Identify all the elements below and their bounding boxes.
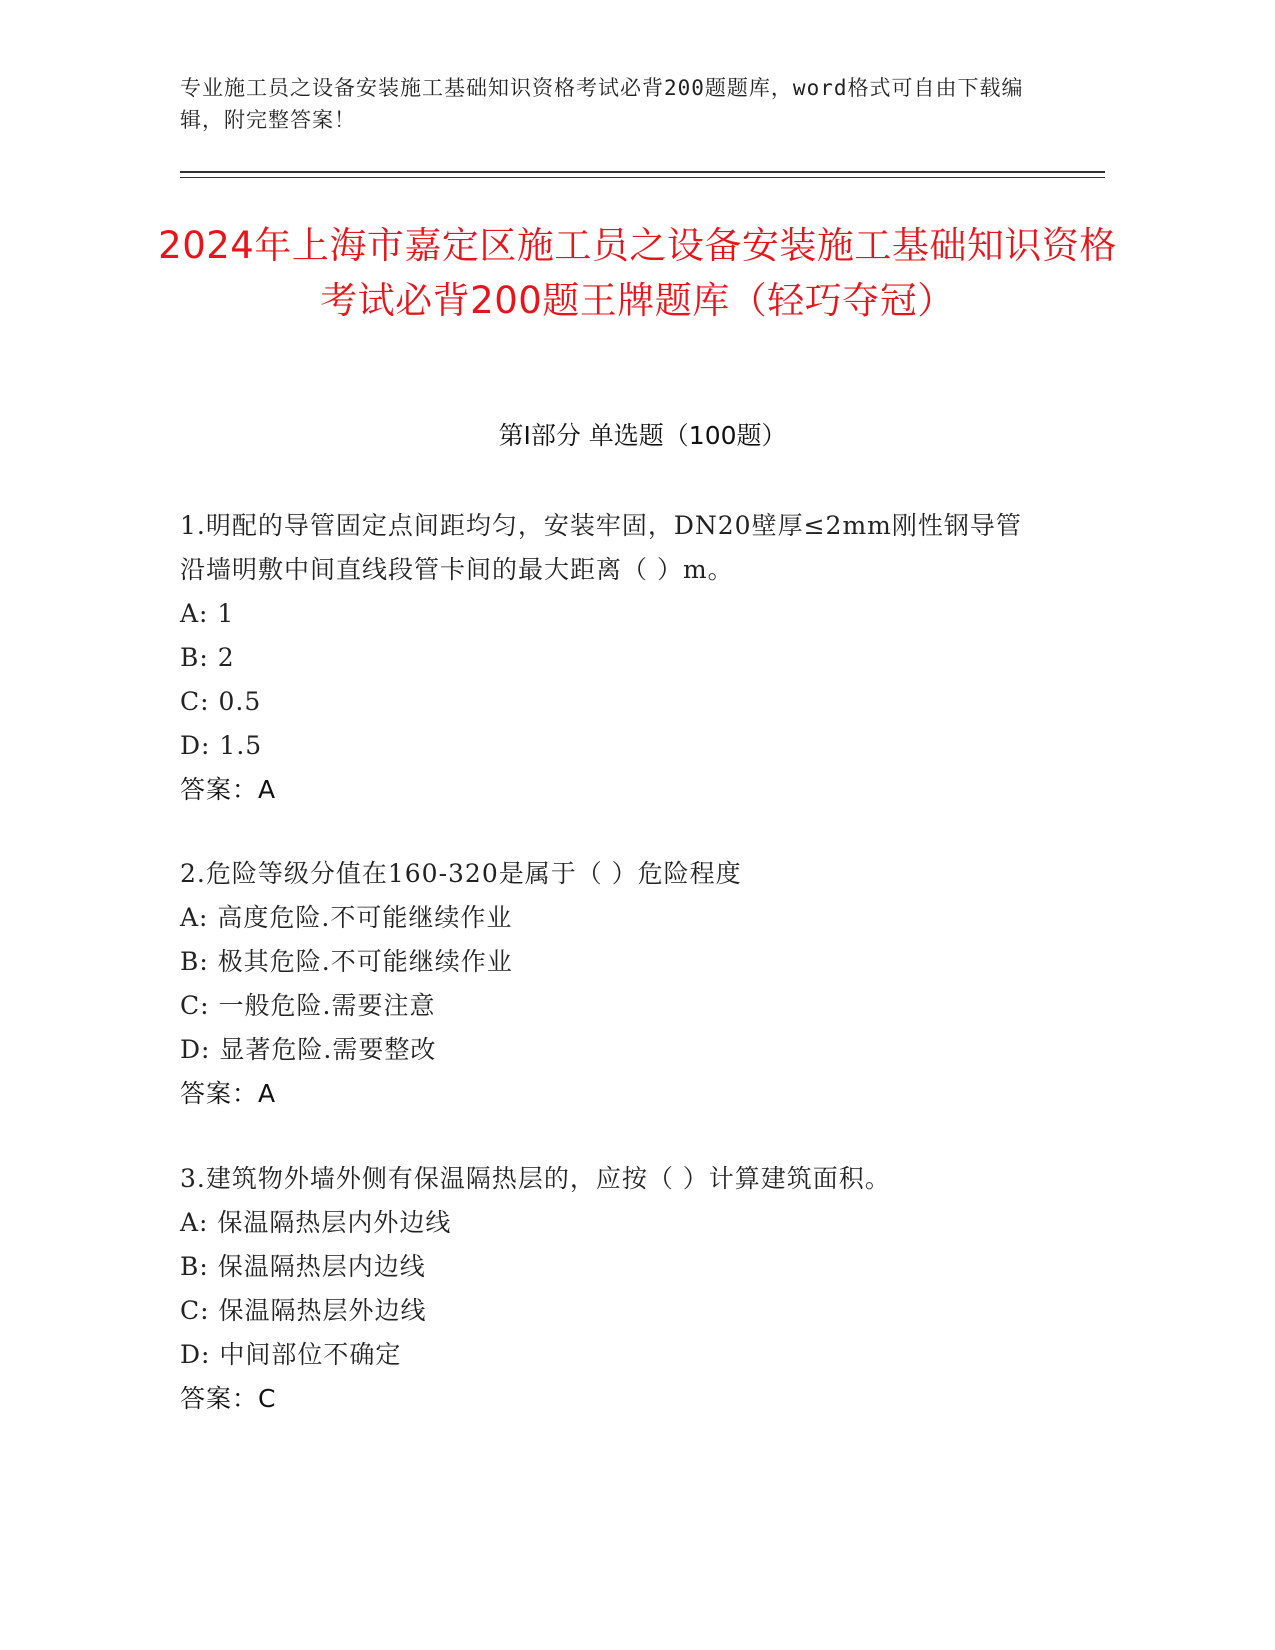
- option-a: A: 保温隔热层内外边线: [180, 1208, 452, 1237]
- question-stem: 2.危险等级分值在160-320是属于（ ）危险程度: [180, 859, 742, 888]
- question-block: [180, 852, 1040, 1116]
- option-a: A: 1: [180, 599, 235, 628]
- option-b: B: 2: [180, 643, 235, 672]
- option-b: B: 极其危险.不可能继续作业: [180, 947, 513, 976]
- question-block: [180, 1157, 1040, 1421]
- option-d: D: 1.5: [180, 731, 263, 760]
- option-d: D: 中间部位不确定: [180, 1340, 402, 1369]
- answer-line: 答案：C: [180, 1384, 277, 1413]
- answer-line: 答案：A: [180, 775, 277, 804]
- header-divider-thin: [180, 177, 1105, 178]
- question-block: [180, 504, 1040, 812]
- option-c: C: 一般危险.需要注意: [180, 991, 436, 1020]
- option-b: B: 保温隔热层内边线: [180, 1252, 426, 1281]
- header-divider-thick: [180, 171, 1105, 173]
- question-stem: 3.建筑物外墙外侧有保温隔热层的，应按（ ）计算建筑面积。: [180, 1164, 891, 1193]
- section-title: 第I部分 单选题（100题）: [498, 421, 787, 450]
- question-stem: 1.明配的导管固定点间距均匀，安装牢固，DN20壁厚≤2mm刚性钢导管沿墙明敷中间直线段管卡间的最大距离（ ）m。: [180, 511, 1022, 584]
- document-title: 2024年上海市嘉定区施工员之设备安装施工基础知识资格考试必背200题王牌题库（轻巧夺冠）: [158, 224, 1117, 322]
- option-c: C: 保温隔热层外边线: [180, 1296, 427, 1325]
- header-note: 专业施工员之设备安装施工基础知识资格考试必背200题题库，word格式可自由下载编辑，附完整答案！: [180, 76, 1024, 132]
- answer-line: 答案：A: [180, 1079, 277, 1108]
- option-d: D: 显著危险.需要整改: [180, 1035, 437, 1064]
- option-a: A: 高度危险.不可能继续作业: [180, 903, 513, 932]
- option-c: C: 0.5: [180, 687, 262, 716]
